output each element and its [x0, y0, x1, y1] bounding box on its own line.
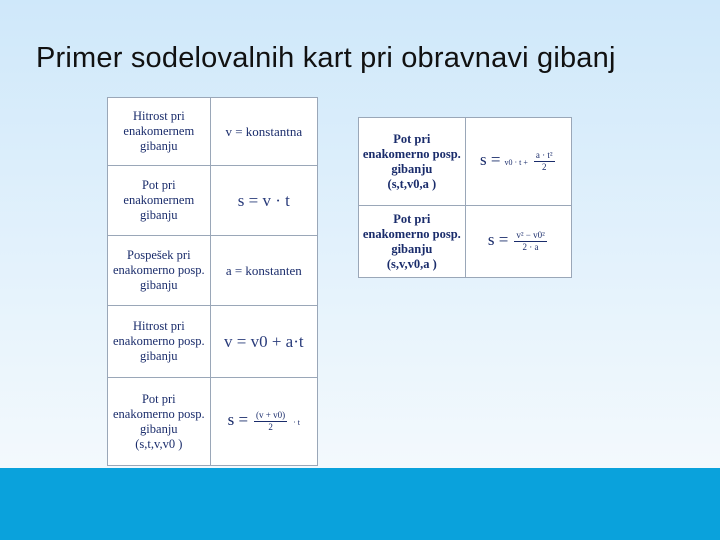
right-card-table: [358, 117, 572, 278]
card-label: Hitrost pri enakomerno posp. gibanju: [108, 306, 211, 378]
card-row: [108, 166, 318, 236]
card-formula: [210, 166, 317, 236]
formula-lhs: s =: [480, 150, 501, 170]
card-label: Pot pri enakomernem gibanju: [108, 166, 211, 236]
formula-lhs: s =: [487, 230, 509, 250]
card-formula: [465, 206, 571, 278]
card-formula: [465, 118, 571, 206]
formula-mid: v0 · t +: [504, 158, 528, 168]
card-row: [108, 98, 318, 166]
card-label: Pospešek pri enakomerno posp. gibanju: [108, 236, 211, 306]
formula-fraction: [254, 410, 287, 433]
card-row: [108, 378, 318, 466]
formula-text: s = v · t: [237, 190, 290, 210]
card-formula: [210, 378, 317, 466]
card-label: Pot pri enakomerno posp. gibanju (s,t,v,v0 ): [108, 378, 211, 466]
left-card-table: [107, 97, 318, 466]
card-row: [108, 306, 318, 378]
formula-text: a = konstanten: [225, 262, 302, 278]
card-label: Pot pri enakomerno posp. gibanju (s,v,v0,a ): [359, 206, 466, 278]
card-row: [108, 236, 318, 306]
card-row: [359, 206, 572, 278]
fraction-numerator: v² − v0²: [516, 230, 545, 240]
fraction-numerator: a · t²: [535, 150, 553, 160]
formula-fraction: [534, 150, 555, 173]
formula-fraction: [514, 230, 546, 253]
formula-lhs: s =: [227, 410, 249, 430]
card-formula: [210, 98, 317, 166]
card-formula: [210, 236, 317, 306]
formula-text: v = konstantna: [225, 123, 303, 139]
card-label: Hitrost pri enakomernem gibanju: [108, 98, 211, 166]
card-row: [359, 118, 572, 206]
formula-text: v = v0 + a·t: [224, 331, 304, 351]
fraction-denominator: 2: [542, 162, 547, 172]
fraction-denominator: 2: [268, 422, 273, 432]
formula-rhs: · t: [293, 418, 301, 428]
footer-band: [0, 468, 720, 540]
card-formula: [210, 306, 317, 378]
fraction-numerator: (v + v0): [256, 410, 286, 420]
card-label: Pot pri enakomerno posp. gibanju (s,t,v0,a ): [359, 118, 466, 206]
slide-title: Primer sodelovalnih kart pri obravnavi gibanj: [36, 42, 616, 74]
fraction-denominator: 2 · a: [522, 242, 539, 252]
